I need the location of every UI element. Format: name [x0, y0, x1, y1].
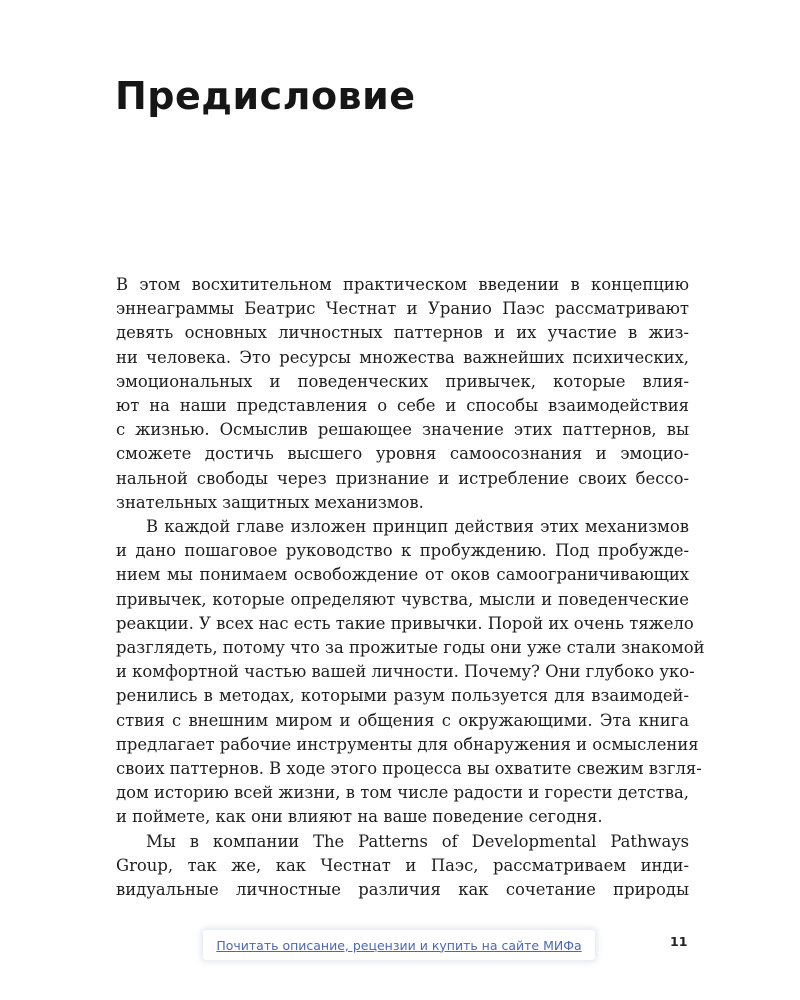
- body-text: [116, 273, 705, 902]
- page-number: 11: [670, 934, 688, 949]
- buy-on-mif-link[interactable]: Почитать описание, рецензии и купить на сайте МИФа: [203, 930, 595, 960]
- text-line: нальной свободы через признание и истребление своих бессо-: [116, 468, 689, 488]
- paragraph: [116, 273, 689, 515]
- text-line: эмоциональных и поведенческих привычек, которые влия-: [116, 371, 689, 391]
- text-line: эннеаграммы Беатрис Честнат и Уранио Паэс рассматривают: [116, 299, 689, 319]
- chapter-title: Предисловие: [115, 74, 416, 118]
- text-line: дом историю всей жизни, в том числе радости и горести детства,: [116, 783, 689, 803]
- paragraph: [116, 515, 705, 830]
- text-line: сможете достичь высшего уровня самоосознания и эмоцио-: [116, 444, 689, 464]
- text-line: Group, так же, как Честнат и Паэс, рассматриваем инди-: [116, 855, 689, 875]
- text-line: видуальные личностные различия как сочетание природы: [116, 880, 689, 900]
- paragraph: [116, 830, 689, 903]
- text-line: ют на наши представления о себе и способы взаимодействия: [116, 396, 689, 416]
- text-line: Мы в компании The Patterns of Developmental Pathways: [146, 831, 689, 851]
- text-line: знательных защитных механизмов.: [116, 492, 424, 512]
- text-line: реакции. У всех нас есть такие привычки. Порой их очень тяжело: [116, 613, 694, 633]
- text-line: ренились в методах, которыми разум пользуется для взаимодей-: [116, 686, 689, 706]
- text-line: предлагает рабочие инструменты для обнаружения и осмысления: [116, 734, 699, 754]
- text-line: и поймете, как они влияют на ваше поведение сегодня.: [116, 807, 603, 827]
- text-line: с жизнью. Осмыслив решающее значение этих паттернов, вы: [116, 420, 689, 440]
- text-line: привычек, которые определяют чувства, мысли и поведенческие: [116, 589, 689, 609]
- text-line: разглядеть, потому что за прожитые годы они уже стали знакомой: [116, 638, 705, 658]
- text-line: ствия с внешним миром и общения с окружающими. Эта книга: [116, 710, 689, 730]
- text-line: В этом восхитительном практическом введении в концепцию: [116, 275, 689, 294]
- text-line: ни человека. Это ресурсы множества важнейших психических,: [116, 347, 689, 367]
- text-line: своих паттернов. В ходе этого процесса вы охватите свежим взгля-: [116, 759, 702, 779]
- text-line: девять основных личностных паттернов и их участие в жиз-: [116, 323, 689, 343]
- text-line: и комфортной частью вашей личности. Почему? Они глубоко уко-: [116, 662, 695, 682]
- text-line: и дано пошаговое руководство к пробуждению. Под пробужде-: [116, 541, 689, 561]
- text-line: В каждой главе изложен принцип действия этих механизмов: [146, 517, 689, 537]
- text-line: нием мы понимаем освобождение от оков самоограничивающих: [116, 565, 689, 585]
